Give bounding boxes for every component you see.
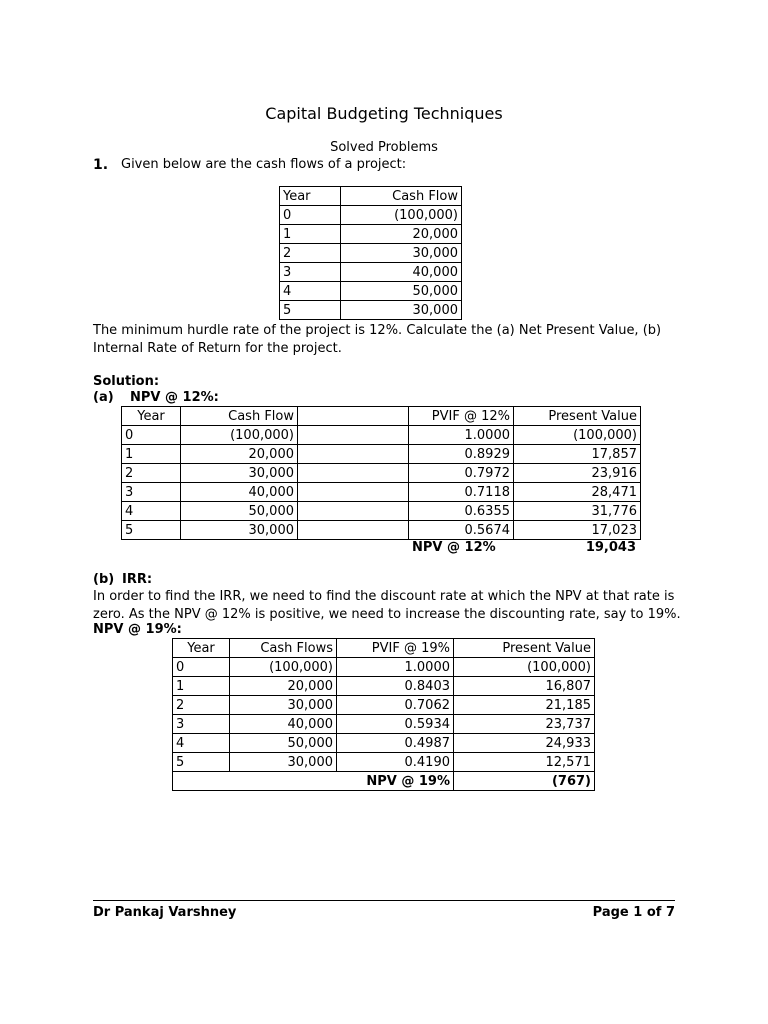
table-cell: 0 <box>173 658 230 677</box>
column-header: Cash Flow <box>341 187 462 206</box>
column-header: Year <box>280 187 341 206</box>
table-cell: 40,000 <box>230 715 337 734</box>
question-number: 1. <box>93 157 109 173</box>
column-header: Cash Flows <box>230 639 337 658</box>
table-cell: 2 <box>280 244 341 263</box>
table-cell: 3 <box>173 715 230 734</box>
table-cell: 4 <box>122 502 181 521</box>
table-cell: 40,000 <box>341 263 462 282</box>
table-cell: 2 <box>173 696 230 715</box>
table-cell: 4 <box>173 734 230 753</box>
table-cell: 30,000 <box>230 696 337 715</box>
table-row <box>173 658 595 677</box>
table-header-row <box>173 639 595 658</box>
column-header: Year <box>122 407 181 426</box>
table-header-row <box>122 407 641 426</box>
table-cell: (100,000) <box>514 426 641 445</box>
table-cell: 21,185 <box>454 696 595 715</box>
table-header-row <box>280 187 462 206</box>
table-cell: 24,933 <box>454 734 595 753</box>
footer-author: Dr Pankaj Varshney <box>93 905 237 920</box>
table-cell: 0.4190 <box>337 753 454 772</box>
table-row <box>173 696 595 715</box>
npv12-total-label: NPV @ 12% <box>412 540 496 555</box>
table-cell <box>298 502 409 521</box>
table-cell: 0 <box>122 426 181 445</box>
table-cell: (100,000) <box>181 426 298 445</box>
table-row <box>122 464 641 483</box>
table-cell: 0 <box>280 206 341 225</box>
column-header: PVIF @ 19% <box>337 639 454 658</box>
column-header <box>298 407 409 426</box>
column-header: Present Value <box>454 639 595 658</box>
table-cell: 20,000 <box>230 677 337 696</box>
question-text: Given below are the cash flows of a project: <box>121 157 407 172</box>
table-cell: 40,000 <box>181 483 298 502</box>
table-cell: 31,776 <box>514 502 641 521</box>
part-b-label: (b) <box>93 572 115 587</box>
table-cell: 50,000 <box>341 282 462 301</box>
column-header: Present Value <box>514 407 641 426</box>
table-cell: 0.7118 <box>409 483 514 502</box>
table-cell: 30,000 <box>181 521 298 540</box>
document-subtitle: Solved Problems <box>330 140 438 155</box>
cashflow-table <box>279 186 462 320</box>
table-cell: 23,916 <box>514 464 641 483</box>
table-cell: 2 <box>122 464 181 483</box>
table-row <box>280 225 462 244</box>
column-header: Cash Flow <box>181 407 298 426</box>
table-cell <box>298 445 409 464</box>
table-cell <box>298 426 409 445</box>
table-row <box>122 426 641 445</box>
table-cell: 1.0000 <box>337 658 454 677</box>
footer-divider <box>93 900 675 901</box>
table-cell: 5 <box>280 301 341 320</box>
table-cell: 5 <box>173 753 230 772</box>
table-cell: 0.5674 <box>409 521 514 540</box>
table-cell: 30,000 <box>181 464 298 483</box>
table-cell: 30,000 <box>341 244 462 263</box>
irr-explanation: In order to find the IRR, we need to find the discount rate at which the NPV at that rate is zero. As the NPV @ 12% is positive, we need to increase the discounting rate, say to 19%. <box>93 589 681 622</box>
table-cell: 1.0000 <box>409 426 514 445</box>
table-cell <box>298 521 409 540</box>
table-row <box>122 502 641 521</box>
document-title: Capital Budgeting Techniques <box>265 104 503 123</box>
problem-statement: The minimum hurdle rate of the project is 12%. Calculate the (a) Net Present Value, (b) Internal Rate of Return for the project. <box>93 323 662 356</box>
table-cell: 1 <box>280 225 341 244</box>
npv12-total-value: 19,043 <box>585 540 636 555</box>
table-row <box>122 445 641 464</box>
npv19-table <box>172 638 595 791</box>
table-cell: 0.7062 <box>337 696 454 715</box>
table-cell: 23,737 <box>454 715 595 734</box>
solution-label: Solution: <box>93 374 160 389</box>
table-cell: 50,000 <box>230 734 337 753</box>
table-row <box>280 263 462 282</box>
table-row <box>173 715 595 734</box>
table-cell: 17,857 <box>514 445 641 464</box>
table-cell: (100,000) <box>454 658 595 677</box>
table-row <box>173 734 595 753</box>
table-cell: 16,807 <box>454 677 595 696</box>
table-cell: 3 <box>280 263 341 282</box>
table-cell: 0.4987 <box>337 734 454 753</box>
table-cell: 5 <box>122 521 181 540</box>
npv19-heading: NPV @ 19%: <box>93 622 182 637</box>
table-cell: 0.8403 <box>337 677 454 696</box>
table-cell: 4 <box>280 282 341 301</box>
column-header: Year <box>173 639 230 658</box>
table-row <box>280 206 462 225</box>
table-row <box>122 521 641 540</box>
table-cell: (100,000) <box>341 206 462 225</box>
npv19-total-label: NPV @ 19% <box>337 772 454 791</box>
table-cell <box>173 772 337 791</box>
table-cell <box>298 464 409 483</box>
table-cell: 30,000 <box>341 301 462 320</box>
table-cell: 1 <box>122 445 181 464</box>
table-cell: 17,023 <box>514 521 641 540</box>
table-cell: 0.5934 <box>337 715 454 734</box>
table-row <box>280 282 462 301</box>
part-a-heading: NPV @ 12%: <box>130 390 219 405</box>
table-row <box>280 244 462 263</box>
table-cell: 28,471 <box>514 483 641 502</box>
table-cell: 20,000 <box>341 225 462 244</box>
table-cell: 1 <box>173 677 230 696</box>
npv19-total-value: (767) <box>454 772 595 791</box>
table-cell: 3 <box>122 483 181 502</box>
part-a-label: (a) <box>93 390 114 405</box>
table-row <box>122 483 641 502</box>
table-cell: 30,000 <box>230 753 337 772</box>
table-cell: (100,000) <box>230 658 337 677</box>
table-cell: 50,000 <box>181 502 298 521</box>
table-row <box>280 301 462 320</box>
column-header: PVIF @ 12% <box>409 407 514 426</box>
table-row <box>173 753 595 772</box>
table-cell <box>298 483 409 502</box>
table-cell: 12,571 <box>454 753 595 772</box>
npv12-table <box>121 406 641 540</box>
table-row <box>173 677 595 696</box>
table-total-row <box>173 772 595 791</box>
table-cell: 0.8929 <box>409 445 514 464</box>
part-b-heading: IRR: <box>122 572 153 587</box>
table-cell: 0.6355 <box>409 502 514 521</box>
table-cell: 0.7972 <box>409 464 514 483</box>
footer-page-number: Page 1 of 7 <box>592 905 675 920</box>
table-cell: 20,000 <box>181 445 298 464</box>
